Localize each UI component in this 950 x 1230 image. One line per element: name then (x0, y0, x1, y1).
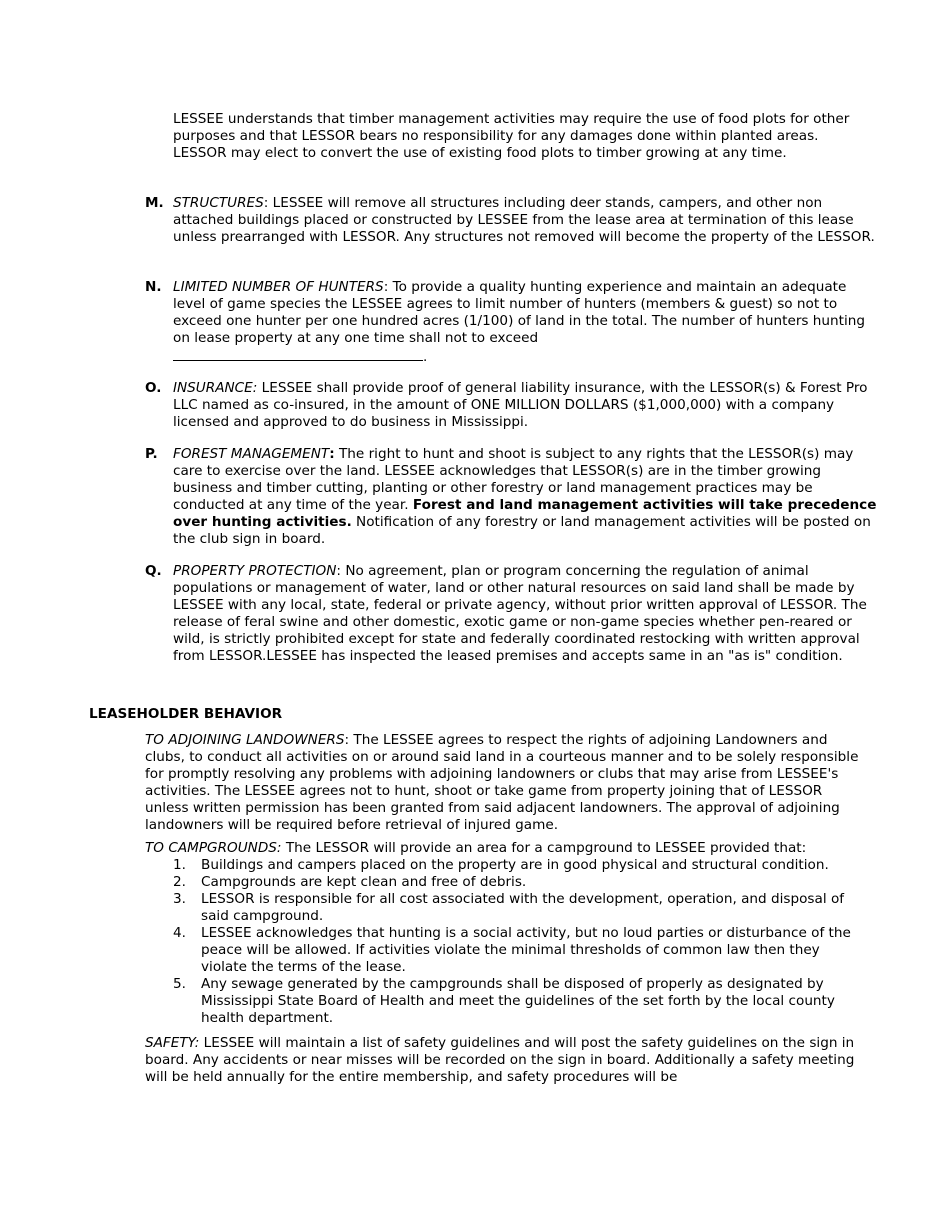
clause-letter: P. (145, 446, 158, 462)
campground-conditions-list (145, 857, 865, 1027)
clause-body (173, 380, 880, 431)
clause-q-property-protection (145, 563, 880, 665)
list-item (145, 874, 865, 891)
clause-end: . (423, 349, 428, 365)
list-number: 1. (173, 857, 186, 873)
clause-body (173, 195, 880, 246)
paragraph-text: LESSEE will maintain a list of safety guidelines and will post the safety guidelines on the sign in board. Any accidents or near misses will be recorded on the sign in board. Additionally a safety meeting will be held annually for the entire membership, and safety procedures will be (145, 1035, 855, 1085)
clause-text-continued: Notification of any forestry or land management activities will be posted on the club sign in board. (173, 514, 871, 547)
clause-body (173, 446, 880, 548)
clause-emphasis: Forest and land management activities will take precedence over hunting activities. (173, 497, 877, 530)
list-item-text: Any sewage generated by the campgrounds shall be disposed of properly as designated by Mississippi State Board of Health and meet the guidelines of the set forth by the local county health department. (201, 976, 835, 1026)
list-item-text: LESSEE acknowledges that hunting is a social activity, but no loud parties or disturbance of the peace will be allowed. If activities violate the minimal thresholds of common law then they violate the terms of the lease. (201, 925, 851, 975)
safety-paragraph (145, 1035, 865, 1086)
clause-letter: N. (145, 279, 162, 295)
clause-text: The right to hunt and shoot is subject to any rights that the LESSOR(s) may care to exercise over the land. LESSEE acknowledges that LESSOR(s) are in the timber growing business and timber cutting, planting or other forestry or land management practices may be conducted at any time of the year. (173, 446, 854, 513)
list-number: 2. (173, 874, 186, 890)
food-plot-continuation: LESSEE understands that timber management activities may require the use of food plots for other purposes and that LESSOR bears no responsibility for any damages done within planted areas. LESSOR may elect to convert the use of existing food plots to timber growing at any time. (173, 111, 850, 161)
section-heading: LEASEHOLDER BEHAVIOR (89, 706, 283, 722)
clause-text: To provide a quality hunting experience and maintain an adequate level of game species the LESSEE agrees to limit number of hunters (members & guest) so not to exceed one hunter per one hundred acres (1/100) of land in the total. The number of hunters hunting on lease property at any one time shall not to exceed (173, 279, 866, 346)
clause-title: FOREST MANAGEMENT (173, 446, 330, 462)
list-item (145, 857, 865, 874)
clause-o-insurance (145, 380, 880, 431)
list-item-text: Buildings and campers placed on the property are in good physical and structural condition. (201, 857, 829, 873)
clause-m-structures (145, 195, 880, 246)
clause-body (173, 563, 880, 665)
list-number: 5. (173, 976, 186, 992)
clause-letter: M. (145, 195, 164, 211)
clause-text: LESSEE shall provide proof of general liability insurance, with the LESSOR(s) & Forest Pro LLC named as co-insured, in the amount of ONE MILLION DOLLARS ($1,000,000) with a company licensed and approved to do business in Mississippi. (173, 380, 868, 430)
clause-text: LESSEE will remove all structures including deer stands, campers, and other non attached buildings placed or constructed by LESSEE from the lease area at termination of this lease unless prearranged with LESSOR. Any structures not removed will become the property of the LESSOR. (173, 195, 875, 245)
clause-title: PROPERTY PROTECTION (173, 563, 337, 579)
clause-text: No agreement, plan or program concerning the regulation of animal populations or management of water, land or other natural resources on said land shall be made by LESSEE with any local, state, federal or private agency, without prior written approval of LESSOR. The release of feral swine and other domestic, exotic game or non-game species whether pen-reared or wild, is strictly prohibited except for state and federally coordinated restocking with written approval from LESSOR.LESSEE has inspected the leased premises and accepts same in an "as is" condition. (173, 563, 867, 664)
list-item (145, 891, 865, 925)
clause-p-forest-management (145, 446, 880, 548)
list-item-text: Campgrounds are kept clean and free of debris. (201, 874, 527, 890)
paragraph-title: TO CAMPGROUNDS: (145, 840, 282, 856)
list-item (145, 976, 865, 1027)
clause-letter: Q. (145, 563, 162, 579)
paragraph-text: The LESSOR will provide an area for a campground to LESSEE provided that: (285, 840, 807, 856)
fill-in-blank-line (173, 347, 423, 361)
clause-title: STRUCTURES (173, 195, 264, 211)
adjoining-landowners-paragraph (145, 732, 865, 834)
clause-colon: : (329, 446, 335, 462)
clause-n-limited-hunters (145, 279, 880, 366)
clause-letter: O. (145, 380, 162, 396)
clause-title: LIMITED NUMBER OF HUNTERS (173, 279, 384, 295)
paragraph-title: TO ADJOINING LANDOWNERS (145, 732, 345, 748)
list-item (145, 925, 865, 976)
clause-body (173, 279, 880, 366)
list-number: 4. (173, 925, 186, 941)
clause-title: INSURANCE: (173, 380, 258, 396)
clause-separator: : (383, 279, 393, 295)
list-item-text: LESSOR is responsible for all cost associated with the development, operation, and disposal of said campground. (201, 891, 845, 924)
campgrounds-paragraph (145, 840, 865, 857)
list-number: 3. (173, 891, 186, 907)
paragraph-title: SAFETY: (145, 1035, 200, 1051)
paragraph-separator: : (344, 732, 354, 748)
paragraph-text: The LESSEE agrees to respect the rights of adjoining Landowners and clubs, to conduct all activities on or around said land in a courteous manner and to be solely responsible for promptly resolving any problems with adjoining landowners or clubs that may arise from LESSEE's activities. The LESSEE agrees not to hunt, shoot or take game from property joining that of LESSOR unless written permission has been granted from said adjacent landowners. The approval of adjoining landowners will be required before retrieval of injured game. (145, 732, 859, 833)
clause-separator: : (263, 195, 273, 211)
clause-separator: : (336, 563, 346, 579)
